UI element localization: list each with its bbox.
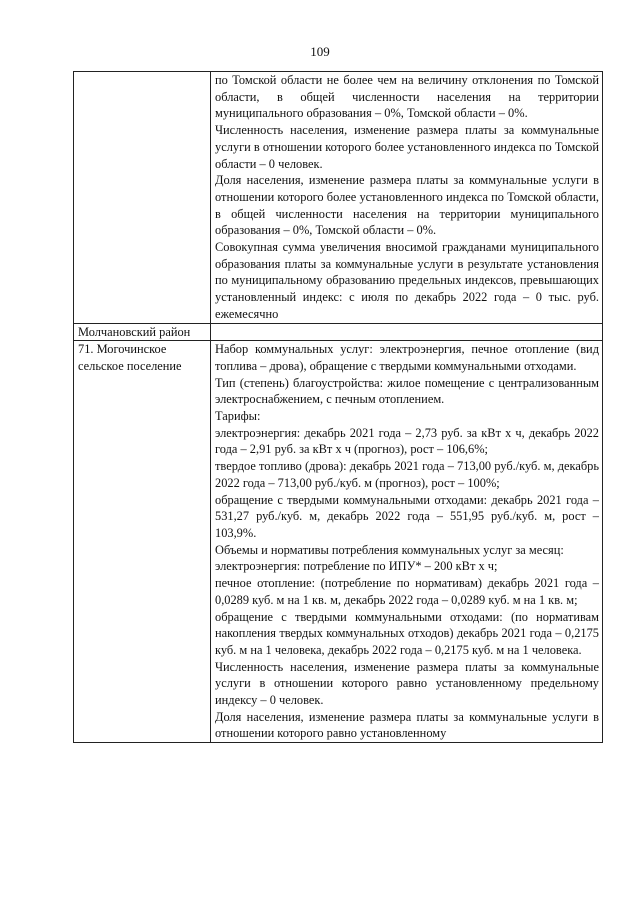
- description-cell: [211, 341, 603, 743]
- municipality-cell: 71. Могочинское сельское поселение: [74, 341, 211, 743]
- paragraph: Тип (степень) благоустройства: жилое помещение с централизованным электроснабжением, с печным отоплением.: [215, 375, 599, 407]
- paragraph: обращение с твердыми коммунальными отходами: декабрь 2021 года – 531,27 руб./куб. м, декабрь 2022 года – 551,95 руб./куб. м, рост – 103,9%.: [215, 492, 599, 540]
- paragraph: электроэнергия: потребление по ИПУ* – 200 кВт х ч;: [215, 559, 498, 574]
- page-number: 109: [310, 44, 330, 59]
- paragraph: обращение с твердыми коммунальными отходами: (по нормативам накопления твердых коммунальных отходов) декабрь 2021 года – 0,2175 куб. м на 1 человека, декабрь 2022 года – 0,2175 куб. м на 1 человека.: [215, 609, 599, 657]
- paragraph: Набор коммунальных услуг: электроэнергия, печное отопление (вид топлива – дрова), обращение с твердыми коммунальными отходами.: [215, 342, 599, 373]
- description-cell: [211, 72, 603, 324]
- paragraph: Численность населения, изменение размера платы за коммунальные услуги в отношении которого равно установленному предельному индексу – 0 человек.: [215, 659, 599, 708]
- paragraph: Доля населения, изменение размера платы за коммунальные услуги в отношении которого равно установленному: [215, 709, 599, 741]
- paragraph: Совокупная сумма увеличения вносимой гражданами муниципального образования платы за коммунальные услуги в результате установления по муниципальному образованию предельных индексов, превышающих установленный индекс: с июля по декабрь 2022 года – 0 тыс. руб. ежемесячно: [215, 240, 599, 321]
- paragraph: Тарифы:: [215, 409, 261, 424]
- indices-table: [73, 71, 603, 743]
- table-row: [74, 72, 603, 324]
- paragraph: электроэнергия: декабрь 2021 года – 2,73 руб. за кВт х ч, декабрь 2022 года – 2,91 руб. за кВт х ч (прогноз), рост – 106,6%;: [215, 425, 599, 457]
- paragraph: Объемы и нормативы потребления коммунальных услуг за месяц:: [215, 542, 564, 557]
- paragraph: Численность населения, изменение размера платы за коммунальные услуги в отношении которого более установленного индекса по Томской области – 0 человек.: [215, 123, 599, 171]
- district-empty-cell: [211, 323, 603, 341]
- paragraph: по Томской области не более чем на величину отклонения по Томской области, в общей численности населения на территории муниципального образования – 0%, Томской области – 0%.: [215, 73, 599, 121]
- paragraph: печное отопление: (потребление по нормативам) декабрь 2021 года – 0,0289 куб. м на 1 кв. м, декабрь 2022 года – 0,0289 куб. м на 1 кв. м;: [215, 576, 599, 607]
- paragraph: Доля населения, изменение размера платы за коммунальные услуги в отношении которого более установленного индекса по Томской области, в общей численности населения на территории муниципального образования – 0%, Томской области – 0%.: [215, 173, 599, 238]
- paragraph: твердое топливо (дрова): декабрь 2021 года – 713,00 руб./куб. м, декабрь 2022 года – 713,00 руб./куб. м (прогноз), рост – 100%;: [215, 459, 599, 490]
- district-label: Молчановский район: [74, 323, 211, 341]
- table-row: [74, 341, 603, 743]
- municipality-cell: [74, 72, 211, 324]
- district-row: [74, 323, 603, 341]
